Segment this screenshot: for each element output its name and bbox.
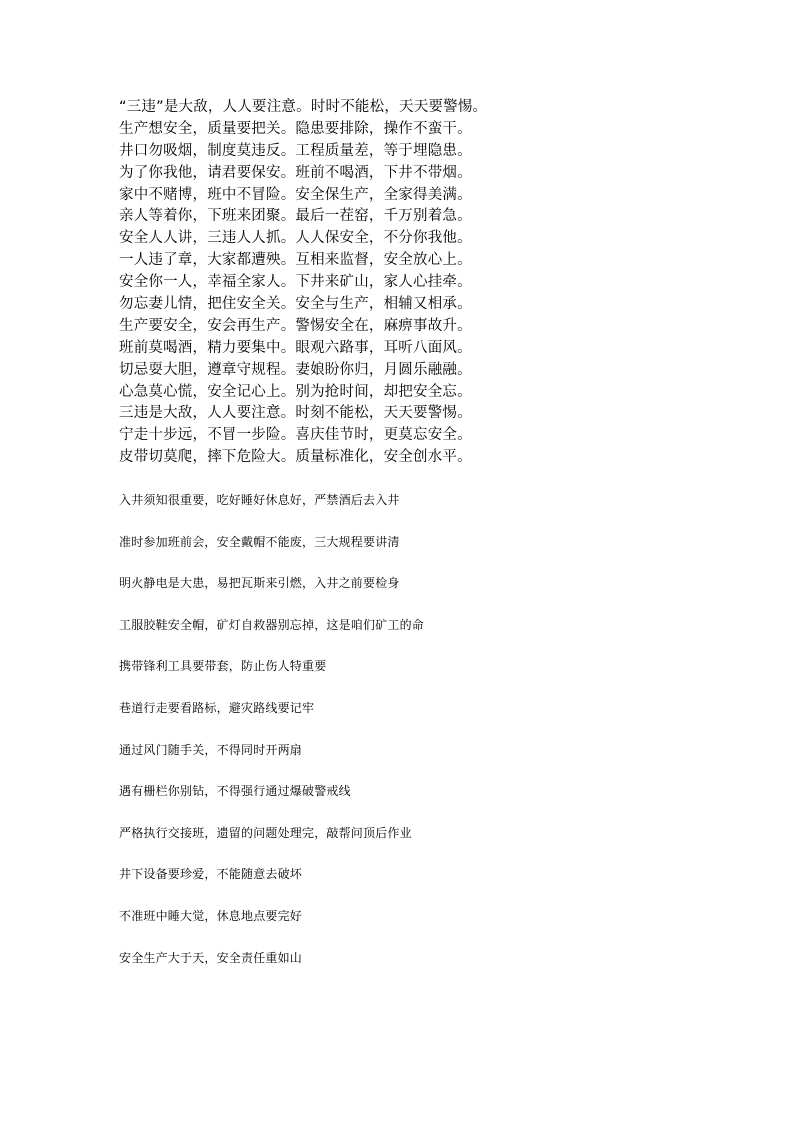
verse-line: 井口勿吸烟，制度莫违反。工程质量差，等于埋隐患。: [119, 142, 472, 159]
rule-line: 工服胶鞋安全帽，矿灯自救器别忘掉，这是咱们矿工的命: [119, 617, 425, 632]
rule-line: 巷道行走要看路标，避灾路线要记牢: [119, 700, 315, 715]
verse-line: 安全你一人，幸福全家人。下井来矿山，家人心挂牵。: [119, 274, 472, 291]
rule-line: 严格执行交接班，遗留的问题处理完，敲帮问顶后作业: [119, 825, 412, 840]
verse-line: 三违是大敌，人人要注意。时刻不能松，天天要警惕。: [119, 405, 472, 422]
verse-line: “三违”是大敌，人人要注意。时时不能松，天天要警惕。: [119, 99, 488, 115]
rule-line: 明火静电是大患，易把瓦斯来引燃，入井之前要检身: [119, 576, 400, 591]
rule-line: 携带锋利工具要带套，防止伤人特重要: [119, 659, 327, 674]
rule-line: 准时参加班前会，安全戴帽不能废，三大规程要讲清: [119, 534, 400, 549]
verse-line: 切忌耍大胆，遵章守规程。妻娘盼你归，月圆乐融融。: [119, 361, 472, 378]
verse-line: 安全人人讲，三违人人抓。人人保安全，不分你我他。: [119, 230, 472, 247]
verse-line: 心急莫心慌，安全记心上。别为抢时间，却把安全忘。: [119, 383, 472, 400]
rule-line: 通过风门随手关，不得同时开两扇: [119, 742, 303, 757]
verse-line: 生产要安全，安会再生产。警惕安全在，麻痹事故升。: [119, 317, 472, 334]
rule-line: 井下设备要珍爱，不能随意去破坏: [119, 867, 303, 882]
rule-line: 安全生产大于天，安全责任重如山: [119, 950, 303, 965]
rule-line: 遇有栅栏你别钻，不得强行通过爆破警戒线: [119, 784, 351, 799]
verse-line: 亲人等着你，下班来团聚。最后一茬窑，千万别着急。: [119, 208, 472, 225]
verse-line: 班前莫喝酒，精力要集中。眼观六路事，耳听八面风。: [119, 339, 472, 356]
rule-line: 不准班中睡大觉，休息地点要完好: [119, 908, 303, 923]
verse-line: 皮带切莫爬，摔下危险大。质量标准化，安全创水平。: [119, 449, 472, 466]
verse-line: 生产想安全，质量要把关。隐患要排除，操作不蛮干。: [119, 120, 472, 137]
verse-line: 勿忘妻儿情，把住安全关。安全与生产，相辅又相承。: [119, 296, 472, 313]
verse-line: 家中不赌博，班中不冒险。安全保生产，全家得美满。: [119, 186, 472, 203]
verse-line: 一人违了章，大家都遭殃。互相来监督，安全放心上。: [119, 252, 472, 269]
verse-line: 宁走十步远，不冒一步险。喜庆佳节时，更莫忘安全。: [119, 427, 472, 444]
rule-line: 入井须知很重要，吃好睡好休息好，严禁酒后去入井: [119, 493, 400, 507]
mine-entry-rules-block: [119, 490, 679, 989]
safety-verse-block: [119, 97, 679, 469]
verse-line: 为了你我他，请君要保安。班前不喝酒，下井不带烟。: [119, 164, 472, 181]
